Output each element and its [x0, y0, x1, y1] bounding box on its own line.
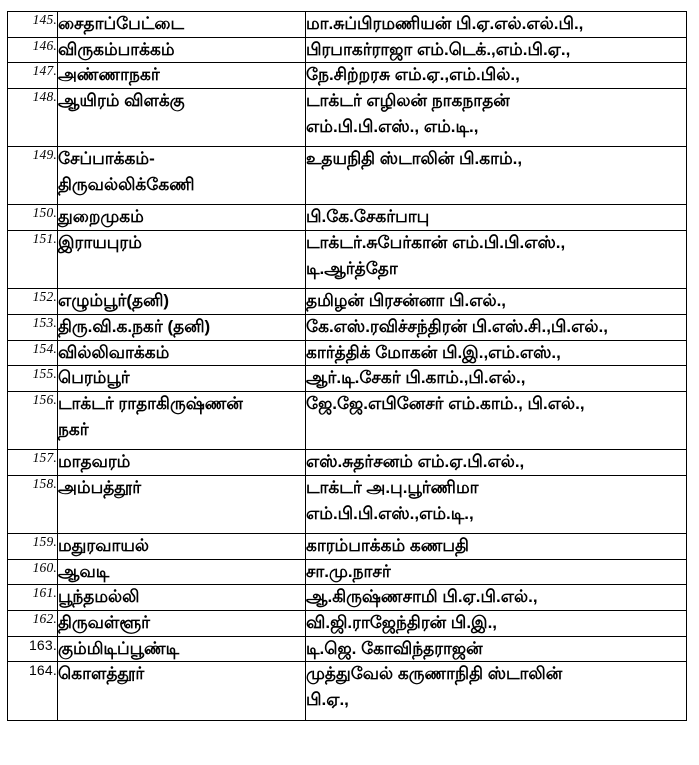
table-row [8, 315, 687, 341]
constituency-line: துறைமுகம் [58, 207, 144, 227]
row-serial-number: 163. [8, 636, 58, 662]
constituency-line: திருவள்ளூர் [58, 613, 151, 633]
candidate-line: டாக்டர் அ.பு.பூர்ணிமா [306, 477, 479, 497]
candidate-name [306, 611, 687, 637]
candidate-name [306, 534, 687, 560]
table-row [8, 231, 687, 289]
table-row [8, 636, 687, 662]
constituency-name [58, 391, 306, 449]
table-row [8, 534, 687, 560]
row-serial-number: 154. [8, 340, 58, 366]
candidate-line: பிரபாகர்ராஜா எம்.டெக்.,எம்.பி.ஏ., [306, 39, 571, 59]
candidate-name [306, 88, 687, 146]
constituency-line: திருவல்லிக்கேணி [58, 174, 195, 194]
row-serial-number: 159. [8, 534, 58, 560]
constituency-name [58, 611, 306, 637]
table-row [8, 611, 687, 637]
candidate-line: நே.சிற்றரசு எம்.ஏ.,எம்.பில்., [306, 65, 520, 85]
constituency-line: டாக்டர் ராதாகிருஷ்ணன் [58, 393, 243, 413]
candidate-name [306, 585, 687, 611]
constituency-line: விருகம்பாக்கம் [58, 39, 175, 59]
candidate-name [306, 475, 687, 533]
candidate-line: சா.மு.நாசர் [306, 561, 391, 581]
constituency-name [58, 63, 306, 89]
row-serial-number: 164. [8, 662, 58, 720]
candidate-line: கே.எஸ்.ரவிச்சந்திரன் பி.எஸ்.சி.,பி.எல்., [306, 317, 608, 337]
row-serial-number: 156. [8, 391, 58, 449]
candidate-line: மா.சுப்பிரமணியன் பி.ஏ.எல்.எல்.பி., [306, 14, 584, 33]
table-row [8, 340, 687, 366]
candidate-line: உதயநிதி ஸ்டாலின் பி.காம்., [306, 149, 523, 169]
candidate-name [306, 205, 687, 231]
candidate-line: பி.கே.சேகர்பாபு [306, 207, 430, 227]
constituency-line: மாதவரம் [58, 452, 131, 472]
constituency-name [58, 662, 306, 720]
candidate-line: டாக்டர் எழிலன் நாகநாதன் [306, 90, 510, 110]
candidate-name [306, 12, 687, 38]
candidate-line: டி.ஆர்த்தோ [306, 258, 398, 278]
constituency-name [58, 636, 306, 662]
candidate-line: ஜே.ஜே.எபினேசர் எம்.காம்., பி.எல்., [306, 393, 585, 413]
candidate-name [306, 366, 687, 392]
row-serial-number: 157. [8, 450, 58, 476]
constituency-line: எழும்பூர்(தனி) [58, 291, 170, 311]
constituency-line: பெரம்பூர் [58, 368, 130, 388]
row-serial-number: 155. [8, 366, 58, 392]
constituency-line: வில்லிவாக்கம் [58, 342, 170, 362]
candidate-line: பி.ஏ., [306, 690, 349, 710]
candidate-name [306, 147, 687, 205]
table-row [8, 391, 687, 449]
row-serial-number: 162. [8, 611, 58, 637]
candidate-line: எம்.பி.பி.எஸ்.,எம்.டி., [306, 503, 474, 523]
candidate-name [306, 289, 687, 315]
row-serial-number: 161. [8, 585, 58, 611]
candidate-line: டி.ஜெ. கோவிந்தராஜன் [306, 638, 483, 658]
constituency-name [58, 205, 306, 231]
row-serial-number: 150. [8, 205, 58, 231]
table-row [8, 63, 687, 89]
table-row [8, 475, 687, 533]
row-serial-number: 149. [8, 147, 58, 205]
constituency-name [58, 340, 306, 366]
table-row [8, 12, 687, 38]
row-serial-number: 152. [8, 289, 58, 315]
table-row [8, 585, 687, 611]
candidate-name [306, 450, 687, 476]
constituency-name [58, 88, 306, 146]
constituency-name [58, 366, 306, 392]
row-serial-number: 147. [8, 63, 58, 89]
candidate-line: எஸ்.சுதர்சனம் எம்.ஏ.பி.எல்., [306, 452, 525, 472]
constituency-line: பூந்தமல்லி [58, 587, 140, 607]
constituency-name [58, 37, 306, 63]
candidate-name [306, 340, 687, 366]
candidate-line: டாக்டர்.சுபேர்கான் எம்.பி.பி.எஸ்., [306, 233, 566, 253]
constituency-name [58, 231, 306, 289]
row-serial-number: 146. [8, 37, 58, 63]
table-body [8, 12, 687, 721]
table-row [8, 559, 687, 585]
constituency-line: ஆயிரம் விளக்கு [58, 90, 185, 110]
table-row [8, 366, 687, 392]
constituency-name [58, 559, 306, 585]
constituency-name [58, 315, 306, 341]
constituency-line: மதுரவாயல் [58, 536, 150, 556]
candidate-name [306, 636, 687, 662]
row-serial-number: 151. [8, 231, 58, 289]
candidate-name [306, 231, 687, 289]
constituency-name [58, 12, 306, 38]
candidate-line: முத்துவேல் கருணாநிதி ஸ்டாலின் [306, 664, 563, 684]
constituency-line: சைதாப்பேட்டை [58, 14, 184, 33]
table-row [8, 662, 687, 720]
table-row [8, 37, 687, 63]
constituency-line: இராயபுரம் [58, 233, 142, 253]
row-serial-number: 153. [8, 315, 58, 341]
candidate-line: வி.ஜி.ராஜேந்திரன் பி.இ., [306, 613, 498, 633]
constituency-line: கும்மிடிப்பூண்டி [58, 638, 180, 658]
constituency-line: சேப்பாக்கம்- [58, 149, 155, 169]
constituency-name [58, 534, 306, 560]
row-serial-number: 158. [8, 475, 58, 533]
table-row [8, 289, 687, 315]
constituency-line: நகர் [58, 419, 89, 439]
row-serial-number: 148. [8, 88, 58, 146]
candidate-table [7, 11, 687, 721]
table-row [8, 147, 687, 205]
table-row [8, 450, 687, 476]
constituency-name [58, 289, 306, 315]
candidate-line: ஆர்.டி.சேகர் பி.காம்.,பி.எல்., [306, 368, 526, 388]
constituency-line: திரு.வி.க.நகர் (தனி) [58, 317, 211, 337]
constituency-name [58, 585, 306, 611]
table-row [8, 88, 687, 146]
candidate-name [306, 559, 687, 585]
constituency-line: ஆவடி [58, 561, 110, 581]
table-row [8, 205, 687, 231]
candidate-name [306, 315, 687, 341]
candidate-line: தமிழன் பிரசன்னா பி.எல்., [306, 291, 507, 311]
constituency-line: கொளத்தூர் [58, 664, 145, 684]
candidate-line: கார்த்திக் மோகன் பி.இ.,எம்.எஸ்., [306, 342, 561, 362]
constituency-name [58, 147, 306, 205]
candidate-line: காரம்பாக்கம் கணபதி [306, 536, 469, 556]
constituency-name [58, 450, 306, 476]
candidate-name [306, 662, 687, 720]
candidate-name [306, 63, 687, 89]
row-serial-number: 145. [8, 12, 58, 38]
candidate-name [306, 391, 687, 449]
constituency-name [58, 475, 306, 533]
constituency-line: அம்பத்தூர் [58, 477, 142, 497]
candidate-line: எம்.பி.பி.எஸ்., எம்.டி., [306, 116, 479, 136]
row-serial-number: 160. [8, 559, 58, 585]
constituency-line: அண்ணாநகர் [58, 65, 160, 85]
candidate-name [306, 37, 687, 63]
candidate-line: ஆ.கிருஷ்ணசாமி பி.ஏ.பி.எல்., [306, 587, 538, 607]
